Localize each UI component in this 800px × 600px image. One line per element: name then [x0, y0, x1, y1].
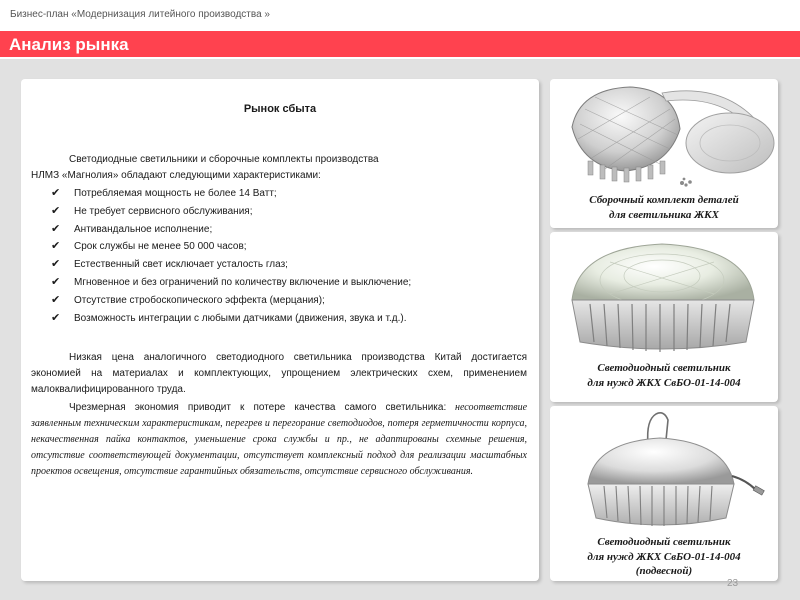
checkmark-icon: ✔ [51, 293, 61, 306]
list-item [51, 256, 521, 274]
intro-line-2: НЛМЗ «Магнолия» обладают следующими характеристиками: [31, 170, 321, 181]
feature-text: Срок службы не менее 50 000 часов; [74, 241, 247, 253]
product-caption [550, 535, 778, 579]
intro-line-1: Светодиодные светильники и сборочные комплекты производства [69, 154, 379, 165]
feature-text: Отсутствие стробоскопического эффекта (мерцания); [74, 294, 325, 306]
caption-line-3: (подвесной) [635, 565, 693, 577]
caption-line-1: Сборочный комплект деталей [589, 194, 739, 206]
quality-lead: Чрезмерная экономия приводит к потере качества самого светильника: [69, 402, 447, 413]
quality-details: несоответствие заявленным техническим характеристикам, перегрев и перегорание светодиодов, потеря герметичности корпуса, некачественная пайка контактов, уменьшение срока службы и пр., не адаптированы схемные решения, отсутствие соответствующей документации, отсутствует комплексный подход для реализации масштабных проектов освещения, отсутствие гарантийных обязательств, отсутствие сервисного обслуживания. [31, 402, 528, 477]
feature-list [51, 185, 521, 327]
price-paragraph: Низкая цена аналогичного светодиодного светильника производства Китай достигается экономией на материалах и комплектующих, упрощением электрических схем, применением малоквалифицированного труда. [31, 352, 527, 395]
caption-line-1: Светодиодный светильник [597, 536, 731, 548]
section-title: Рынок сбыта [243, 103, 317, 115]
list-item [51, 310, 521, 328]
list-item [51, 203, 521, 221]
caption-line-1: Светодиодный светильник [597, 362, 731, 374]
checkmark-icon: ✔ [51, 275, 61, 288]
feature-text: Потребляемая мощность не более 14 Ватт; [74, 188, 277, 199]
product-card-assembly-kit [550, 79, 778, 228]
checkmark-icon: ✔ [51, 258, 61, 271]
checkmark-icon: ✔ [51, 240, 61, 253]
page-number: 23 [727, 578, 739, 589]
product-caption [550, 193, 778, 222]
slide-title: Анализ рынка [9, 35, 129, 54]
feature-text: Естественный свет исключает усталость глаз; [74, 259, 288, 271]
product-card-pendant-lamp [550, 406, 778, 581]
caption-line-2: для нужд ЖКХ СвБО-01-14-004 [587, 376, 741, 389]
list-item [51, 238, 521, 256]
intro-paragraph [31, 152, 527, 184]
feature-text: Антивандальное исполнение; [74, 223, 213, 235]
caption-line-2: для нужд ЖКХ СвБО-01-14-004 [587, 550, 741, 563]
document-caption: Бизнес-план «Модернизация литейного производства » [10, 9, 270, 20]
title-banner [0, 31, 800, 57]
list-item [51, 221, 521, 239]
list-item [51, 292, 521, 310]
feature-text: Возможность интеграции с любыми датчиками (движения, звука и т.д.). [74, 312, 407, 324]
assembly-kit-image [550, 79, 778, 191]
pendant-lamp-image [550, 406, 778, 534]
product-caption [550, 361, 778, 390]
checkmark-icon: ✔ [51, 204, 61, 217]
checkmark-icon: ✔ [51, 311, 61, 324]
list-item [51, 185, 521, 203]
quality-paragraph [31, 400, 527, 480]
checkmark-icon: ✔ [51, 222, 61, 235]
market-text-card [21, 79, 539, 581]
feature-text: Мгновенное и без ограничений по количеству включение и выключение; [74, 276, 412, 288]
led-lamp-image [550, 232, 778, 360]
feature-text: Не требует сервисного обслуживания; [74, 205, 253, 217]
checkmark-icon: ✔ [51, 187, 61, 199]
product-card-led-lamp [550, 232, 778, 402]
list-item [51, 274, 521, 292]
caption-line-2: для светильника ЖКХ [609, 208, 719, 221]
